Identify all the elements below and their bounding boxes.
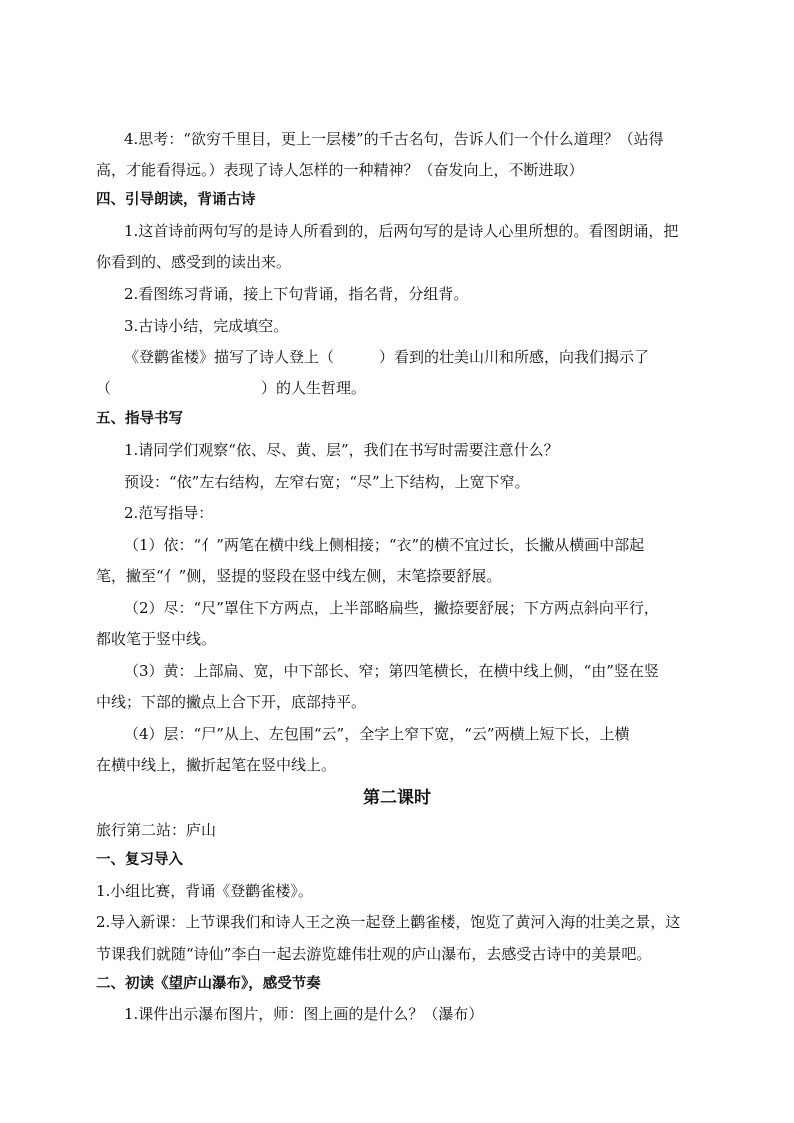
fill-blank-line-1: 《登鹳雀楼》描写了诗人登上（ ）看到的壮美山川和所感，向我们揭示了: [124, 348, 650, 366]
lesson-2-title: 第二课时: [363, 788, 431, 808]
step-3: 3.古诗小结，完成填空。: [124, 317, 289, 335]
preset-answer: 预设：“依”左右结构，左窄右宽；“尽”上下结构，上宽下窄。: [124, 473, 530, 491]
question-4-line-2: 高，才能看得远。）表现了诗人怎样的一种精神？（奋发向上，不断进取）: [96, 161, 584, 179]
guide-4-line-2: 在横中线上，撇折起笔在竖中线上。: [96, 756, 337, 774]
guide-4-line-1: （4）层：“尸”从上、左包围“云”，全字上窄下宽，“云”两横上短下长，上横: [124, 725, 630, 743]
guide-2-line-1: （2）尽：“尺”罩住下方两点，上半部略扁些，撇捺要舒展；下方两点斜向平行，: [124, 599, 659, 617]
section-2-heading: 二、初读《望庐山瀑布》，感受节奏: [96, 976, 321, 992]
step-1-line-2: 你看到的、感受到的读出来。: [96, 253, 292, 271]
intro-line-1: 2.导入新课：上节课我们和诗人王之涣一起登上鹳雀楼，饱览了黄河入海的壮美之景，这: [96, 913, 681, 931]
question-4-line-1: 4.思考：“欲穷千里目，更上一层楼”的千古名句，告诉人们一个什么道理？（站得: [124, 130, 664, 148]
step-1-line-1: 1.这首诗前两句写的是诗人所看到的，后两句写的是诗人心里所想的。看图朗诵，把: [124, 222, 679, 240]
guide-2-line-2: 都收笔于竖中线。: [96, 630, 217, 648]
section-1-heading: 一、复习导入: [96, 852, 183, 868]
guide-1-line-1: （1）依：“亻”两笔在横中线上侧相接；“衣”的横不宜过长，长撇从横画中部起: [124, 536, 645, 554]
section-5-heading: 五、指导书写: [96, 411, 183, 427]
travel-stop-2: 旅行第二站：庐山: [96, 821, 217, 839]
guide-1-line-2: 笔，撇至“亻”侧，竖提的竖段在竖中线左侧，末笔捺要舒展。: [96, 567, 502, 585]
reading-step-1: 1.课件出示瀑布图片，师：图上画的是什么？（瀑布）: [124, 1005, 484, 1023]
fill-blank-line-2: （ ）的人生哲理。: [96, 379, 367, 397]
guide-3-line-1: （3）黄：上部扁、宽，中下部长、窄；第四笔横长，在横中线上侧，“由”竖在竖: [124, 662, 659, 680]
guide-3-line-2: 中线；下部的撇点上合下开，底部持平。: [96, 693, 367, 711]
review-step-1: 1.小组比赛，背诵《登鹳雀楼》。: [96, 882, 313, 900]
section-4-heading: 四、引导朗读，背诵古诗: [96, 192, 256, 208]
step-2: 2.看图练习背诵，接上下句背诵，指名背，分组背。: [124, 285, 469, 303]
intro-line-2: 节课我们就随“诗仙”李白一起去游览雄伟壮观的庐山瀑布，去感受古诗中的美景吧。: [96, 945, 652, 963]
writing-step-1: 1.请同学们观察“依、尽、黄、层”，我们在书写时需要注意什么？: [124, 441, 559, 459]
writing-step-2: 2.范写指导：: [124, 504, 214, 522]
